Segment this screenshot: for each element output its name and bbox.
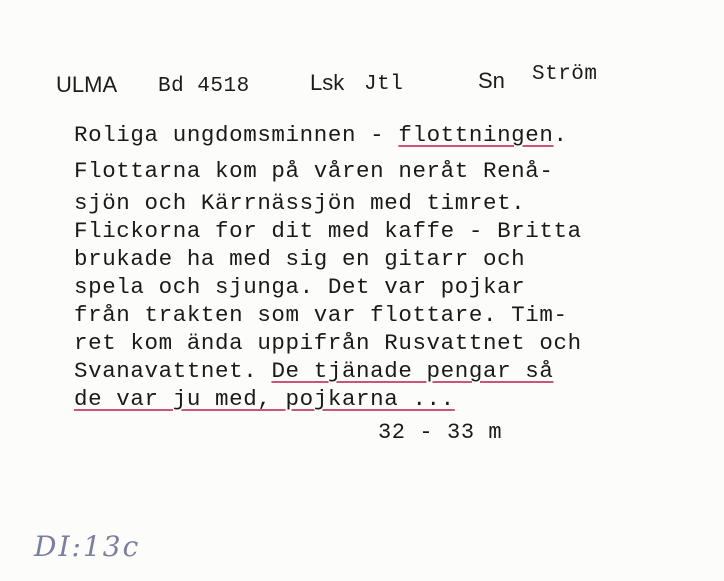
archive-code: ULMA [56, 72, 118, 97]
text-line-3: Flickorna for dit med kaffe - Britta [74, 218, 582, 244]
text-line-1: Flottarna kom på våren neråt Renå- [74, 158, 554, 184]
card-title [74, 122, 568, 148]
text-line-9-underlined: de var ju med, pojkarna ... [74, 386, 455, 412]
text-line-5: spela och sjunga. Det var pojkar [74, 274, 526, 300]
text-line-9 [74, 386, 455, 412]
text-line-6: från trakten som var flottare. Tim- [74, 302, 568, 328]
title-period: . [553, 122, 568, 148]
text-line-4: brukade ha med sig en gitarr och [74, 246, 526, 272]
text-line-2: sjön och Kärrnässjön med timret. [74, 190, 526, 216]
title-underlined: flottningen [398, 122, 554, 148]
landskap-value: Jtl [364, 73, 404, 96]
handwritten-signum: DI:13c [34, 530, 141, 563]
volume-number: Bd 4518 [158, 75, 250, 98]
title-text: Roliga ungdomsminnen - [74, 122, 399, 148]
text-line-8 [74, 358, 553, 384]
text-line-8-underlined: De tjänade pengar så [271, 358, 554, 384]
text-line-8-plain: Svanavattnet. [74, 358, 272, 384]
text-line-7: ret kom ända uppifrån Rusvattnet och [74, 330, 582, 356]
socken-label: Sn [478, 68, 505, 93]
socken-value: Ström [532, 63, 598, 86]
page-reference: 32 - 33 m [378, 420, 503, 445]
landskap-label: Lsk [310, 70, 345, 95]
